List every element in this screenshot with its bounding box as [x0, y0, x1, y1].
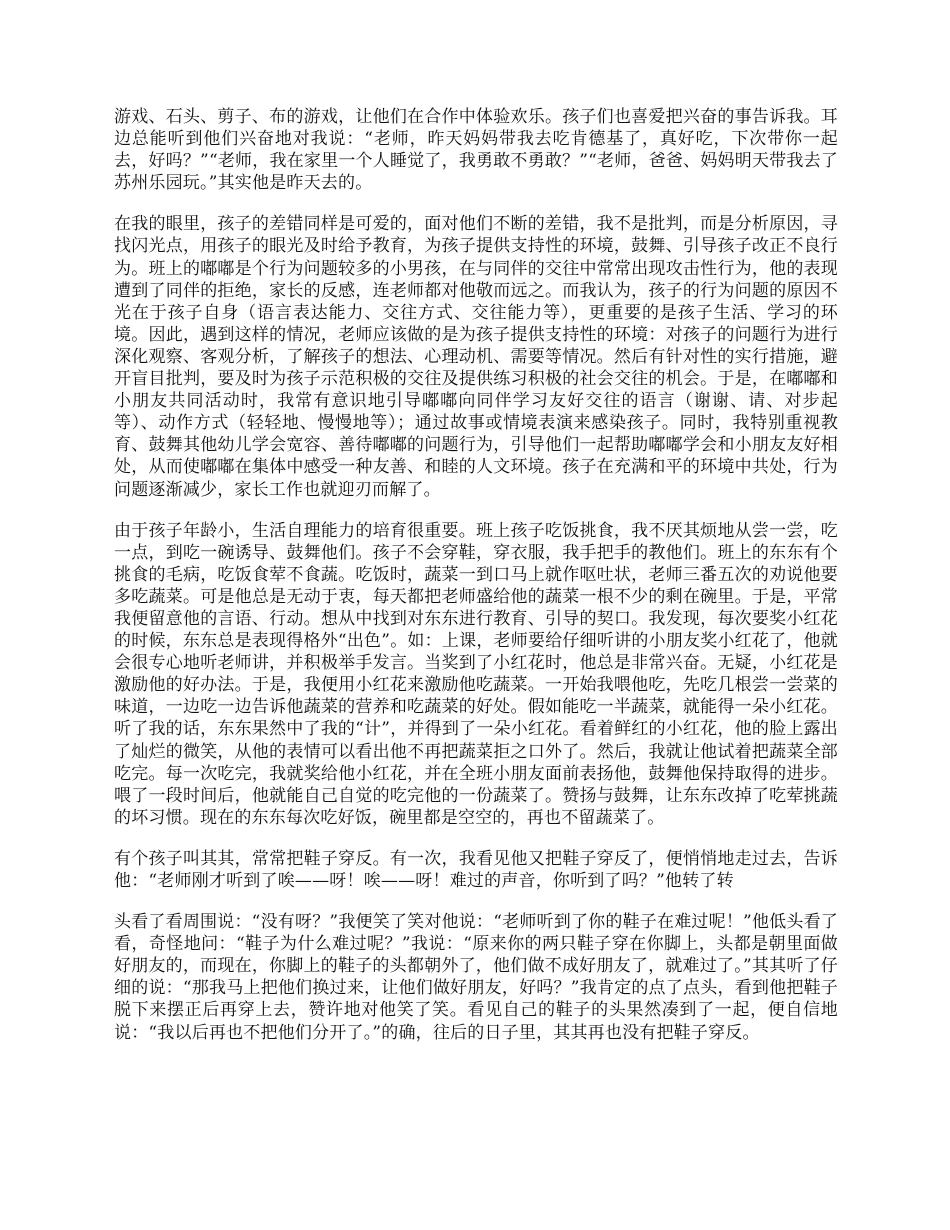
- paragraph-dongdong: 由于孩子年龄小，生活自理能力的培育很重要。班上孩子吃饭挑食，我不厌其烦地从尝一尝，吃一点，到吃一碗诱导、鼓舞他们。孩子不会穿鞋，穿衣服，我手把手的教他们。班上的东东有个挑食的毛病，吃饭食荤不食蔬。吃饭时，蔬菜一到口马上就作呕吐状，老师三番五次的劝说他要多吃蔬菜。可是他总是无动于衷，每天都把老师盛给他的蔬菜一根不少的剩在碗里。于是，平常我便留意他的言语、行动。想从中找到对东东进行教育、引导的契口。我发现，每次要奖小红花的时候，东东总是表现得格外“出色”。如：上课，老师要给仔细听讲的小朋友奖小红花了，他就会很专心地听老师讲，并积极举手发言。当奖到了小红花时，他总是非常兴奋。无疑，小红花是激励他的好办法。于是，我便用小红花来激励他吃蔬菜。一开始我喂他吃，先吃几根尝一尝菜的味道，一边吃一边告诉他蔬菜的营养和吃蔬菜的好处。假如能吃一半蔬菜，就能得一朵小红花。听了我的话，东东果然中了我的“计”，并得到了一朵小红花。看着鲜红的小红花，他的脸上露出了灿烂的微笑，从他的表情可以看出他不再把蔬菜拒之口外了。然后，我就让他试着把蔬菜全部吃完。每一次吃完，我就奖给他小红花，并在全班小朋友面前表扬他，鼓舞他保持取得的进步。喂了一段时间后，他就能自己自觉的吃完他的一份蔬菜了。赞扬与鼓舞，让东东改掉了吃荤挑蔬的坏习惯。现在的东东每次吃好饭，碗里都是空空的，再也不留蔬菜了。: [114, 520, 838, 828]
- document-body: [114, 106, 838, 1063]
- paragraph-qiqi-part2: 头看了看周围说：“没有呀？”我便笑了笑对他说：“老师听到了你的鞋子在难过呢！”他低头看了看，奇怪地问：“鞋子为什么难过呢？”我说：“原来你的两只鞋子穿在你脚上，头都是朝里面做好朋友的，而现在，你脚上的鞋子的头都朝外了，他们做不成好朋友了，就难过了。”其其听了仔细的说：“那我马上把他们换过来，让他们做好朋友，好吗？”我肯定的点了点头，看到他把鞋子脱下来摆正后再穿上去，赞许地对他笑了笑。看见自己的鞋子的头果然凑到了一起，便自信地说：“我以后再也不把他们分开了。”的确，往后的日子里，其其再也没有把鞋子穿反。: [114, 912, 838, 1043]
- paragraph-dudu: 在我的眼里，孩子的差错同样是可爱的，面对他们不断的差错，我不是批判，而是分析原因，寻找闪光点，用孩子的眼光及时给予教育，为孩子提供支持性的环境，鼓舞、引导孩子改正不良行为。班上的嘟嘟是个行为问题较多的小男孩，在与同伴的交往中常常出现攻击性行为，他的表现遭到了同伴的拒绝，家长的反感，连老师都对他敬而远之。而我认为，孩子的行为问题的原因不光在于孩子自身（语言表达能力、交往方式、交往能力等），更重要的是孩子生活、学习的环境。因此，遇到这样的情况，老师应该做的是为孩子提供支持性的环境：对孩子的问题行为进行深化观察、客观分析，了解孩子的想法、心理动机、需要等情况。然后有针对性的实行措施，避开盲目批判，要及时为孩子示范积极的交往及提供练习积极的社会交往的机会。于是，在嘟嘟和小朋友共同活动时，我常有意识地引导嘟嘟向同伴学习友好交往的语言（谢谢、请、对步起等）、动作方式（轻轻地、慢慢地等）；通过故事或情境表演来感染孩子。同时，我特别重视教育、鼓舞其他幼儿学会宽容、善待嘟嘟的问题行为，引导他们一起帮助嘟嘟学会和小朋友友好相处，从而使嘟嘟在集体中感受一种友善、和睦的人文环境。孩子在充满和平的环境中共处，行为问题逐渐减少，家长工作也就迎刃而解了。: [114, 214, 838, 500]
- paragraph-games: 游戏、石头、剪子、布的游戏，让他们在合作中体验欢乐。孩子们也喜爱把兴奋的事告诉我。耳边总能听到他们兴奋地对我说：“老师，昨天妈妈带我去吃肯德基了，真好吃，下次带你一起去，好吗？”“老师，我在家里一个人睡觉了，我勇敢不勇敢？”“老师，爸爸、妈妈明天带我去了苏州乐园玩。”其实他是昨天去的。: [114, 107, 838, 194]
- paragraph-qiqi-part1: 有个孩子叫其其，常常把鞋子穿反。有一次，我看见他又把鞋子穿反了，便悄悄地走过去，告诉他：“老师刚才听到了唉——呀！唉——呀！难过的声音，你听到了吗？”他转了转: [114, 848, 838, 891]
